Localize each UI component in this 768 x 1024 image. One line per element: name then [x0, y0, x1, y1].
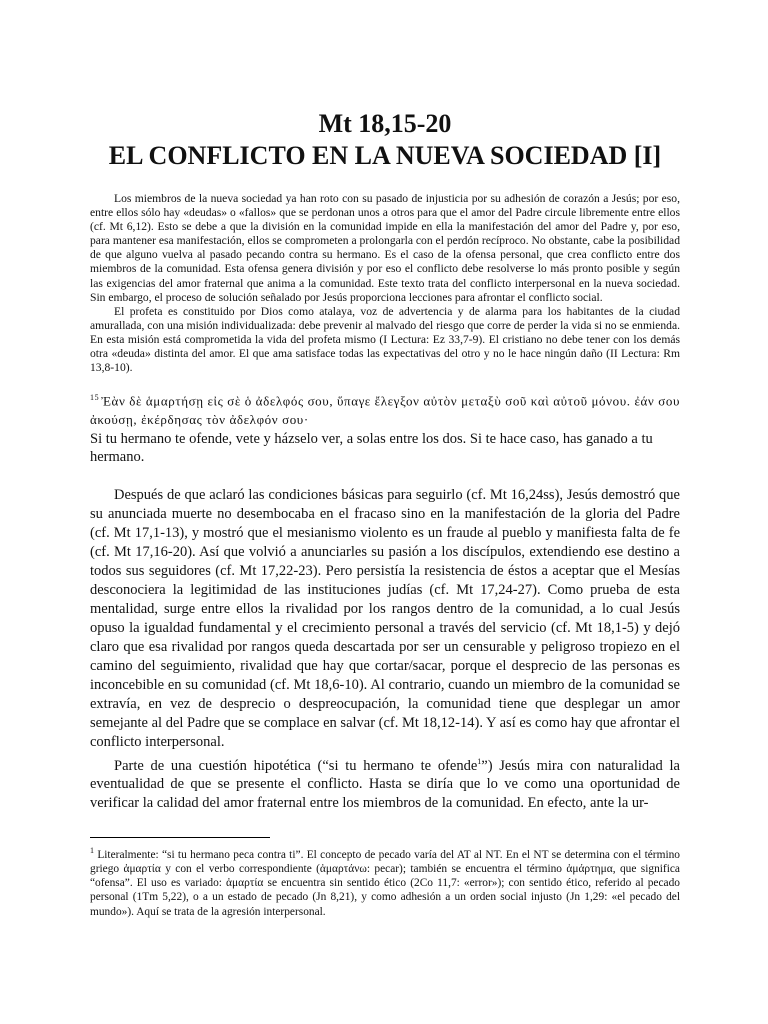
body-section: [90, 486, 680, 814]
intro-section: [90, 192, 680, 375]
intro-paragraph-1: Los miembros de la nueva sociedad ya han roto con su pasado de injusticia por su adhesión de corazón a Jesús; por eso, entre ellos sólo hay «deudas» o «fallos» que se perdonan unos a otros para que el amor del Padre circule libremente entre ellos (cf. Mt 6,12). Esto se debe a que la división en la comunidad impide en ella la manifestación del amor del Padre y, por eso, para mantener esa manifestación, ellos se comprometen a prolongarla con el perdón recíproco. No obstante, cabe la posibilidad de que alguno vuelva al pasado pecando contra su hermano. Es el caso de la ofensa personal, que crea conflicto entre dos miembros de la comunidad. Esta ofensa genera división y por eso el conflicto debe resolverse lo más pronto posible y según las exigencias del amor fraternal que anima a la comunidad. Este texto trata del conflicto interpersonal en la nueva sociedad. Sin embargo, el proceso de solución señalado por Jesús proporciona lecciones para afrontar el conflicto social.: [90, 192, 680, 304]
verse-translation: Si tu hermano te ofende, vete y házselo ver, a solas entre los dos. Si te hace caso, has ganado a tu hermano.: [90, 430, 653, 466]
greek-text: Ἐὰν δὲ ἁμαρτήσῃ εἰς σὲ ὁ ἀδελφός σου, ὕπαγε ἔλεγξον αὐτὸν μεταξὺ σοῦ καὶ αὐτοῦ μόνου. ἐάν σου ἀκούσῃ, ἐκέρδησας τὸν ἀδελφόν σου·: [90, 393, 680, 427]
body-paragraph-2-end: ”) Jesús mira con naturalidad la eventualidad de que se presente el conflicto. Hasta se diría que lo ve como una oportunidad de verificar la calidad del amor fraternal entre los miembros de la comunidad. En efecto, ante la ur-: [90, 757, 680, 812]
intro-paragraph-2: El profeta es constituido por Dios como atalaya, voz de advertencia y de alarma para los habitantes de la ciudad amurallada, con una misión individualizada: debe prevenir al malvado del riesgo que corre de perder la vida si no se enmienda. En esta misión está comprometida la vida del profeta mismo (I Lectura: Ez 33,7-9). El cristiano no debe tener con los demás otra «deuda» distinta del amor. El que ama satisface todas las expectativas del otro y no le hace ningún daño (II Lectura: Rm 13,8-10).: [90, 304, 680, 375]
document-page: [90, 108, 680, 919]
footnote-reference[interactable]: 1: [477, 756, 482, 766]
footnote-mark: 1: [90, 846, 94, 856]
title-heading: EL CONFLICTO EN LA NUEVA SOCIEDAD [I]: [108, 141, 662, 170]
footnote-divider: [90, 837, 270, 838]
footnote-text: Literalmente: “si tu hermano peca contra ti”. El concepto de pecado varía del AT al NT. En el NT se determina con el término griego ἁμαρτία y con el verbo correspondiente (ἁμαρτάνω: pecar); también se encuentra el término ἁμάρτημα, que significa “ofensa”. El uso es variado: ἁμαρτία se encuentra sin sentido ético (2Co 11,7: «error»); con sentido ético, referido al pecado personal (1Tm 5,22), o a un estado de pecado (Jn 8,21), y como adhesión a un orden social injusto (Jn 1,29: «el pecado del mundo»). Aquí se trata de la agresión interpersonal.: [90, 849, 680, 918]
title-reference: Mt 18,15-20: [318, 109, 452, 138]
body-paragraph-1: Después de que aclaró las condiciones básicas para seguirlo (cf. Mt 16,24ss), Jesús demostró que su anunciada muerte no desembocaba en el fracaso sino en la manifestación de la gloria del Padre (cf. Mt 17,1-13), y mostró que el mesianismo violento es un fraude al pueblo y manifiesta falta de fe (cf. Mt 17,16-20). Así que volvió a anunciarles su pasión a los discípulos, extendiendo ese destino a todos sus seguidores (cf. Mt 17,22-23). Pero persistía la resistencia de éstos a aceptar que el Mesías desconociera la legitimidad de las instituciones judías (cf. Mt 17,24-27). Como prueba de esta mentalidad, surge entre ellos la rivalidad por los rangos dentro de la comunidad, a lo cual Jesús opuso la igualdad fundamental y el crecimiento personal a través del servicio (cf. Mt 18,1-5) y dejó claro que esa rivalidad por rangos queda descartada por ser un censurable y peligroso tropiezo en el camino del seguimiento, rivalidad que hay que cortar/sacar, porque el desprecio de las personas es inconcebible en su comunidad (cf. Mt 18,6-10). Al contrario, cuando un miembro de la comunidad se extravía, en vez de desprecio o despreocupación, la comunidad tiene que desplegar un amor semejante al del Padre que se complace en salvar (cf. Mt 18,12-14). Y así es como hay que afrontar el conflicto interpersonal.: [90, 486, 680, 750]
footnote: [90, 844, 680, 918]
body-paragraph-2: [90, 752, 680, 814]
greek-verse: [90, 389, 680, 428]
verse-number: 15: [90, 393, 100, 403]
body-paragraph-2-start: Parte de una cuestión hipotética (“si tu hermano te ofende: [114, 757, 478, 774]
page-title: [90, 108, 680, 172]
